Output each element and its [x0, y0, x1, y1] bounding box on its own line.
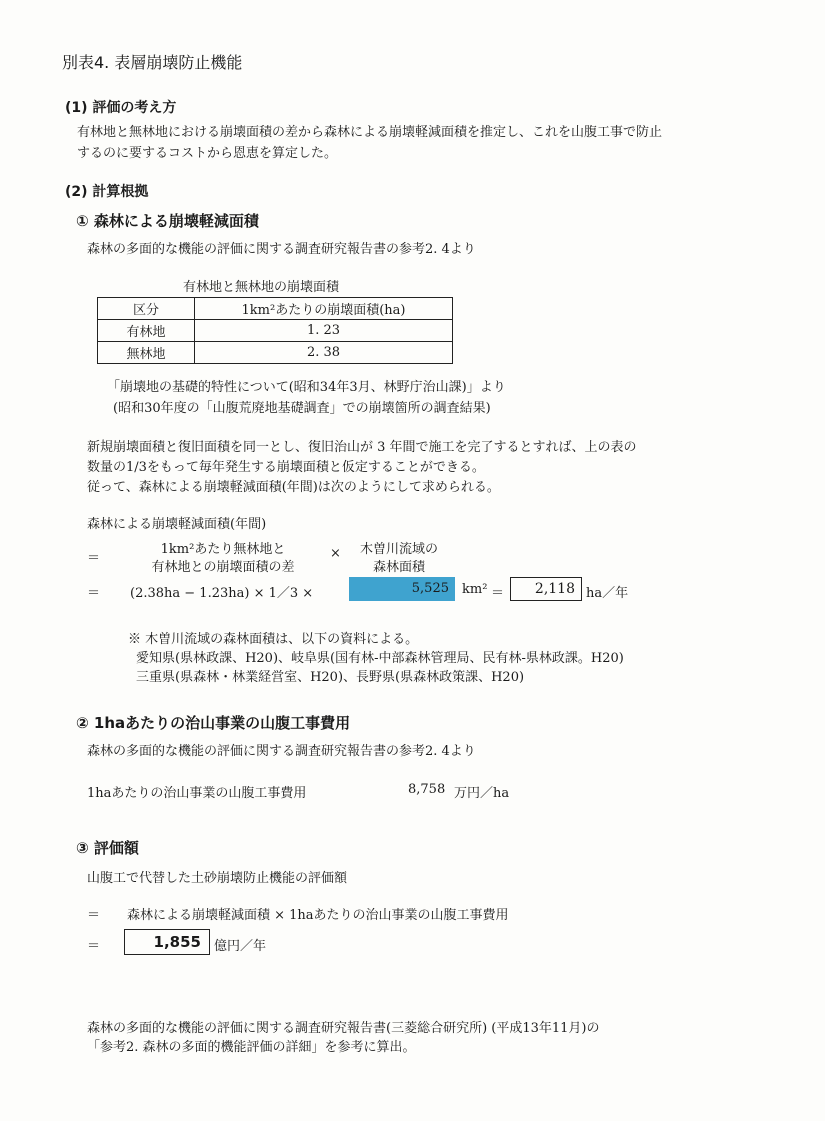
construction-cost-unit: 万円／ha: [454, 786, 510, 801]
section-1-line-2: するのに要するコストから恩恵を算定した。: [77, 146, 338, 161]
subsection-3-heading: ③ 評価額: [76, 839, 139, 857]
construction-cost-label: 1haあたりの治山事業の山腹工事費用: [87, 786, 307, 801]
table-cell: 2. 38: [195, 342, 453, 364]
term-area-diff-line-1: 1km²あたり無林地と: [160, 542, 286, 557]
equals-sign: ＝: [491, 586, 505, 601]
subsection-1-heading: ① 森林による崩壊軽減面積: [76, 212, 259, 230]
equals-sign: ＝: [87, 551, 101, 566]
section-1-heading: (1) 評価の考え方: [65, 100, 177, 116]
table-row: [98, 342, 453, 364]
term-forest-area-line-1: 木曽川流域の: [359, 542, 438, 557]
evaluation-result: 1,855: [124, 929, 210, 955]
collapse-area-table: [97, 297, 453, 364]
evaluation-unit: 億円／年: [214, 939, 267, 954]
table-cell: 1. 23: [195, 320, 453, 342]
equals-sign: ＝: [87, 586, 101, 601]
page-title: 別表4. 表層崩壊防止機能: [62, 53, 243, 72]
explanation-line-1: 新規崩壊面積と復旧面積を同一とし、復旧治山が 3 年間で施工を完了するとすれば、上の表の: [87, 440, 637, 455]
equals-sign: ＝: [87, 939, 101, 954]
table-source-2: (昭和30年度の「山腹荒廃地基礎調査」での崩壊箇所の調査結果): [113, 401, 491, 416]
footer-line-2: 「参考2. 森林の多面的機能評価の詳細」を参考に算出。: [87, 1040, 416, 1055]
table-header-cell: 1km²あたりの崩壊面積(ha): [195, 298, 453, 320]
annual-reduction-result: 2,118: [510, 577, 582, 601]
table-cell: 有林地: [98, 320, 195, 342]
evaluation-formula: 森林による崩壊軽減面積 × 1haあたりの治山事業の山腹工事費用: [127, 908, 509, 923]
equals-sign: ＝: [87, 908, 101, 923]
table-cell: 無林地: [98, 342, 195, 364]
evaluation-label: 山腹工で代替した土砂崩壊防止機能の評価額: [87, 871, 348, 886]
subsection-2-heading: ② 1haあたりの治山事業の山腹工事費用: [76, 714, 351, 732]
section-1-line-1: 有林地と無林地における崩壊面積の差から森林による崩壊軽減面積を推定し、これを山腹工事で防止: [77, 125, 663, 140]
formula-expression: (2.38ha − 1.23ha) × 1／3 ×: [130, 586, 314, 601]
term-forest-area-line-2: 森林面積: [372, 560, 425, 575]
footer-line-1: 森林の多面的な機能の評価に関する調査研究報告書(三菱総合研究所) (平成13年11月)の: [87, 1021, 600, 1036]
forest-area-unit: km²: [462, 582, 488, 597]
note-line: 三重県(県森林・林業経営室、H20)、長野県(県森林政策課、H20): [136, 670, 525, 685]
subsection-2-reference: 森林の多面的な機能の評価に関する調査研究報告書の参考2. 4より: [87, 744, 476, 759]
forest-area-value: 5,525: [349, 577, 455, 601]
note-heading: ※ 木曽川流域の森林面積は、以下の資料による。: [128, 632, 419, 647]
table-header-row: [98, 298, 453, 320]
subsection-1-reference: 森林の多面的な機能の評価に関する調査研究報告書の参考2. 4より: [87, 242, 476, 257]
explanation-line-2: 数量の1/3をもって毎年発生する崩壊面積と仮定することができる。: [87, 460, 485, 475]
term-area-diff-line-2: 有林地との崩壊面積の差: [151, 560, 295, 575]
construction-cost-value: 8,758: [408, 782, 446, 797]
table-header-cell: 区分: [98, 298, 195, 320]
note-line: 愛知県(県林政課、H20)、岐阜県(国有林-中部森林管理局、民有林-県林政課。H20): [136, 651, 624, 666]
annual-reduction-unit: ha／年: [586, 586, 629, 601]
multiply-sign: ×: [330, 546, 341, 561]
section-2-heading: (2) 計算根拠: [65, 184, 149, 200]
table-row: [98, 320, 453, 342]
formula-label: 森林による崩壊軽減面積(年間): [87, 517, 267, 532]
table-source-1: 「崩壊地の基礎的特性について(昭和34年3月、林野庁治山課)」より: [107, 380, 506, 395]
table-caption: 有林地と無林地の崩壊面積: [183, 280, 340, 295]
explanation-line-3: 従って、森林による崩壊軽減面積(年間)は次のようにして求められる。: [87, 480, 500, 495]
